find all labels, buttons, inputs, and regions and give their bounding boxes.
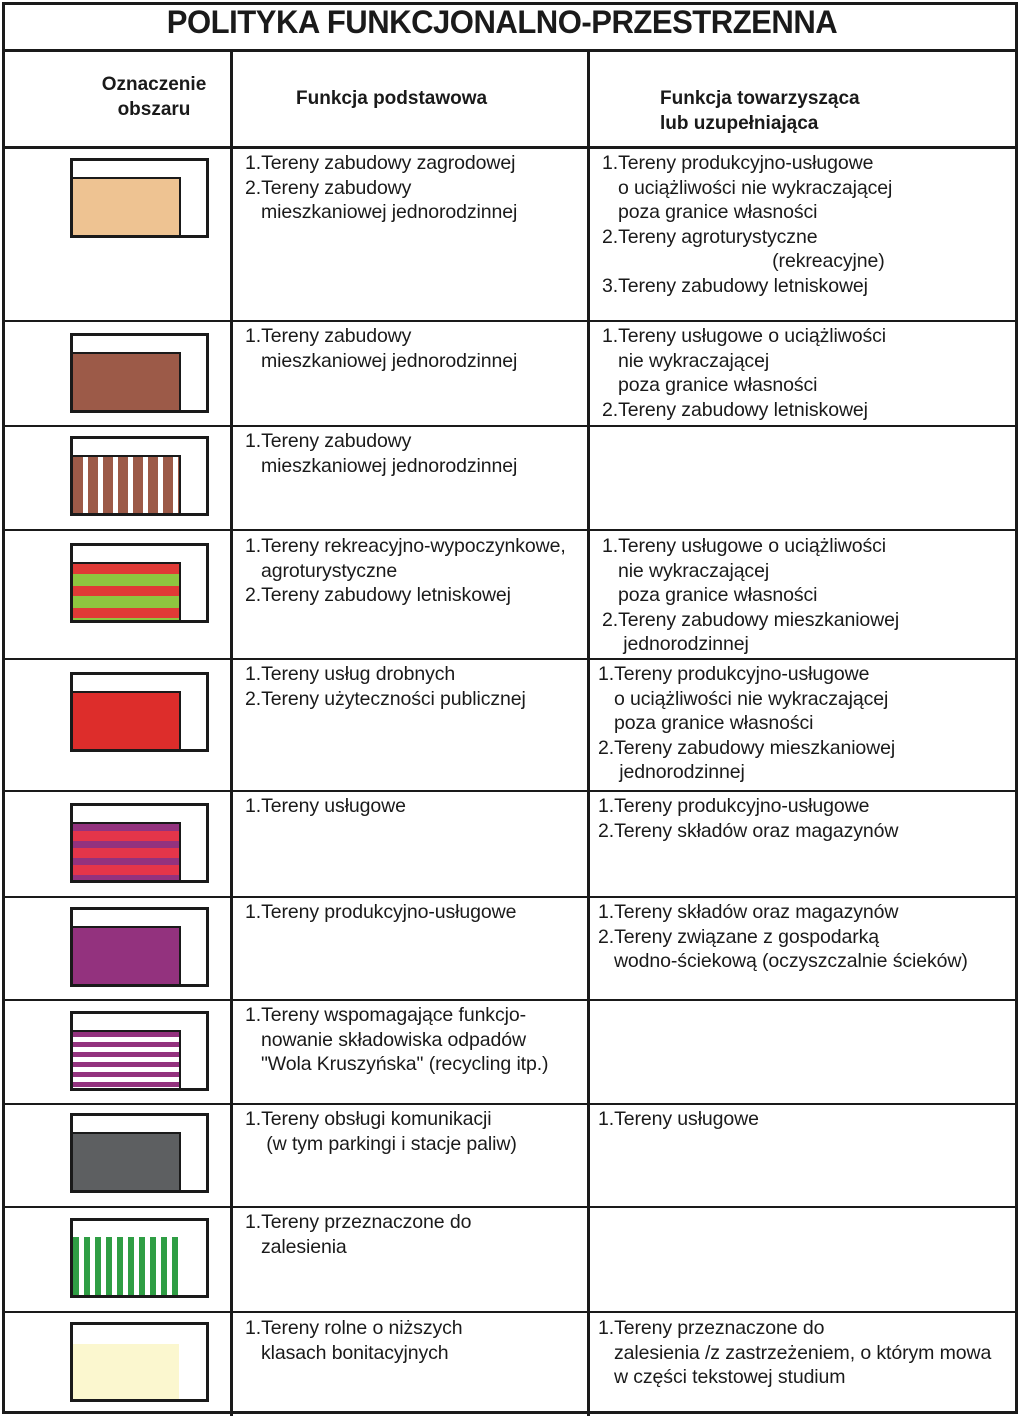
basic-function-text: 1.Tereny rekreacyjno-wypoczynkowe, agroturystyczne 2.Tereny zabudowy letniskowej <box>245 535 566 607</box>
basic-function-text: 1.Tereny usługowe <box>245 795 406 817</box>
column-divider <box>587 52 590 1416</box>
legend-swatch <box>73 1132 181 1190</box>
basic-function-text: 1.Tereny przeznaczone do zalesienia <box>245 1211 472 1258</box>
legend-symbol <box>70 1322 209 1402</box>
row-divider <box>2 320 1018 322</box>
basic-function-text: 1.Tereny zabudowy mieszkaniowej jednorodzinnej <box>245 325 518 372</box>
legend-swatch <box>73 177 181 235</box>
row-divider <box>2 529 1018 531</box>
page-title: POLITYKA FUNKCJONALNO-PRZESTRZENNA <box>166 4 838 40</box>
legend-symbol <box>70 436 209 516</box>
basic-function-text: 1.Tereny produkcyjno-usługowe <box>245 901 517 923</box>
legend-symbol <box>70 672 209 752</box>
basic-function-text: 1.Tereny zabudowy zagrodowej 2.Tereny zabudowy mieszkaniowej jednorodzinnej <box>245 152 518 224</box>
legend-symbol <box>70 1113 209 1193</box>
row-divider <box>2 425 1018 427</box>
basic-function-text: 1.Tereny usług drobnych 2.Tereny użyteczności publicznej <box>245 663 526 710</box>
row-divider <box>2 1311 1018 1313</box>
legend-symbol <box>70 1011 209 1091</box>
accompanying-function-text: 1.Tereny składów oraz magazynów 2.Tereny związane z gospodarką wodno-ściekową (oczyszczalnie ścieków) <box>598 901 968 973</box>
row-divider <box>2 790 1018 792</box>
row-divider <box>2 1206 1018 1208</box>
legend-swatch <box>73 1237 181 1295</box>
legend-swatch <box>73 562 181 620</box>
accompanying-function-text: 1.Tereny produkcyjno-usługowe o uciążliwości nie wykraczającej poza granice własności 2.Tereny agroturystyczne (rekreacyjne) 3.Tereny zabudowy letniskowej <box>602 152 893 297</box>
legend-symbol <box>70 158 209 238</box>
row-divider <box>2 1103 1018 1105</box>
basic-function-text: 1.Tereny obsługi komunikacji (w tym parkingi i stacje paliw) <box>245 1108 517 1155</box>
legend-swatch <box>73 822 181 880</box>
row-divider <box>2 999 1018 1001</box>
accompanying-function-text: 1.Tereny produkcyjno-usługowe o uciążliwości nie wykraczającej poza granice własności 2.Tereny zabudowy mieszkaniowej jednorodzinnej <box>598 663 896 784</box>
header-basic-function: Funkcja podstawowa <box>296 88 488 109</box>
legend-symbol <box>70 333 209 413</box>
header-divider <box>2 146 1018 149</box>
row-divider <box>2 896 1018 898</box>
legend-swatch <box>73 352 181 410</box>
legend-swatch <box>73 455 181 513</box>
legend-swatch <box>73 691 181 749</box>
header-accompanying-function: Funkcja towarzysząca lub uzupełniająca <box>660 88 860 134</box>
accompanying-function-text: 1.Tereny usługowe o uciążliwości nie wykraczającej poza granice własności 2.Tereny zabudowy letniskowej <box>602 325 887 421</box>
legend-symbol <box>70 803 209 883</box>
title-divider <box>2 49 1018 52</box>
accompanying-function-text: 1.Tereny usługowe o uciążliwości nie wykraczającej poza granice własności 2.Tereny zabudowy mieszkaniowej jednorodzinnej <box>602 535 900 656</box>
legend-symbol <box>70 1218 209 1298</box>
legend-swatch <box>73 1344 179 1399</box>
row-divider <box>2 658 1018 660</box>
header-symbol: Oznaczenie obszaru <box>101 74 207 120</box>
accompanying-function-text: 1.Tereny przeznaczone do zalesienia /z zastrzeżeniem, o którym mowa w części tekstowej studium <box>598 1317 992 1389</box>
basic-function-text: 1.Tereny rolne o niższych klasach bonitacyjnych <box>245 1317 463 1364</box>
legend-symbol <box>70 543 209 623</box>
column-divider <box>230 52 233 1416</box>
accompanying-function-text: 1.Tereny produkcyjno-usługowe 2.Tereny składów oraz magazynów <box>598 795 899 842</box>
basic-function-text: 1.Tereny zabudowy mieszkaniowej jednorodzinnej <box>245 430 518 477</box>
basic-function-text: 1.Tereny wspomagające funkcjo- nowanie składowiska odpadów "Wola Kruszyńska" (recycling itp.) <box>245 1004 549 1076</box>
legend-swatch <box>73 926 181 984</box>
accompanying-function-text: 1.Tereny usługowe <box>598 1108 759 1130</box>
legend-swatch <box>73 1030 181 1088</box>
legend-symbol <box>70 907 209 987</box>
